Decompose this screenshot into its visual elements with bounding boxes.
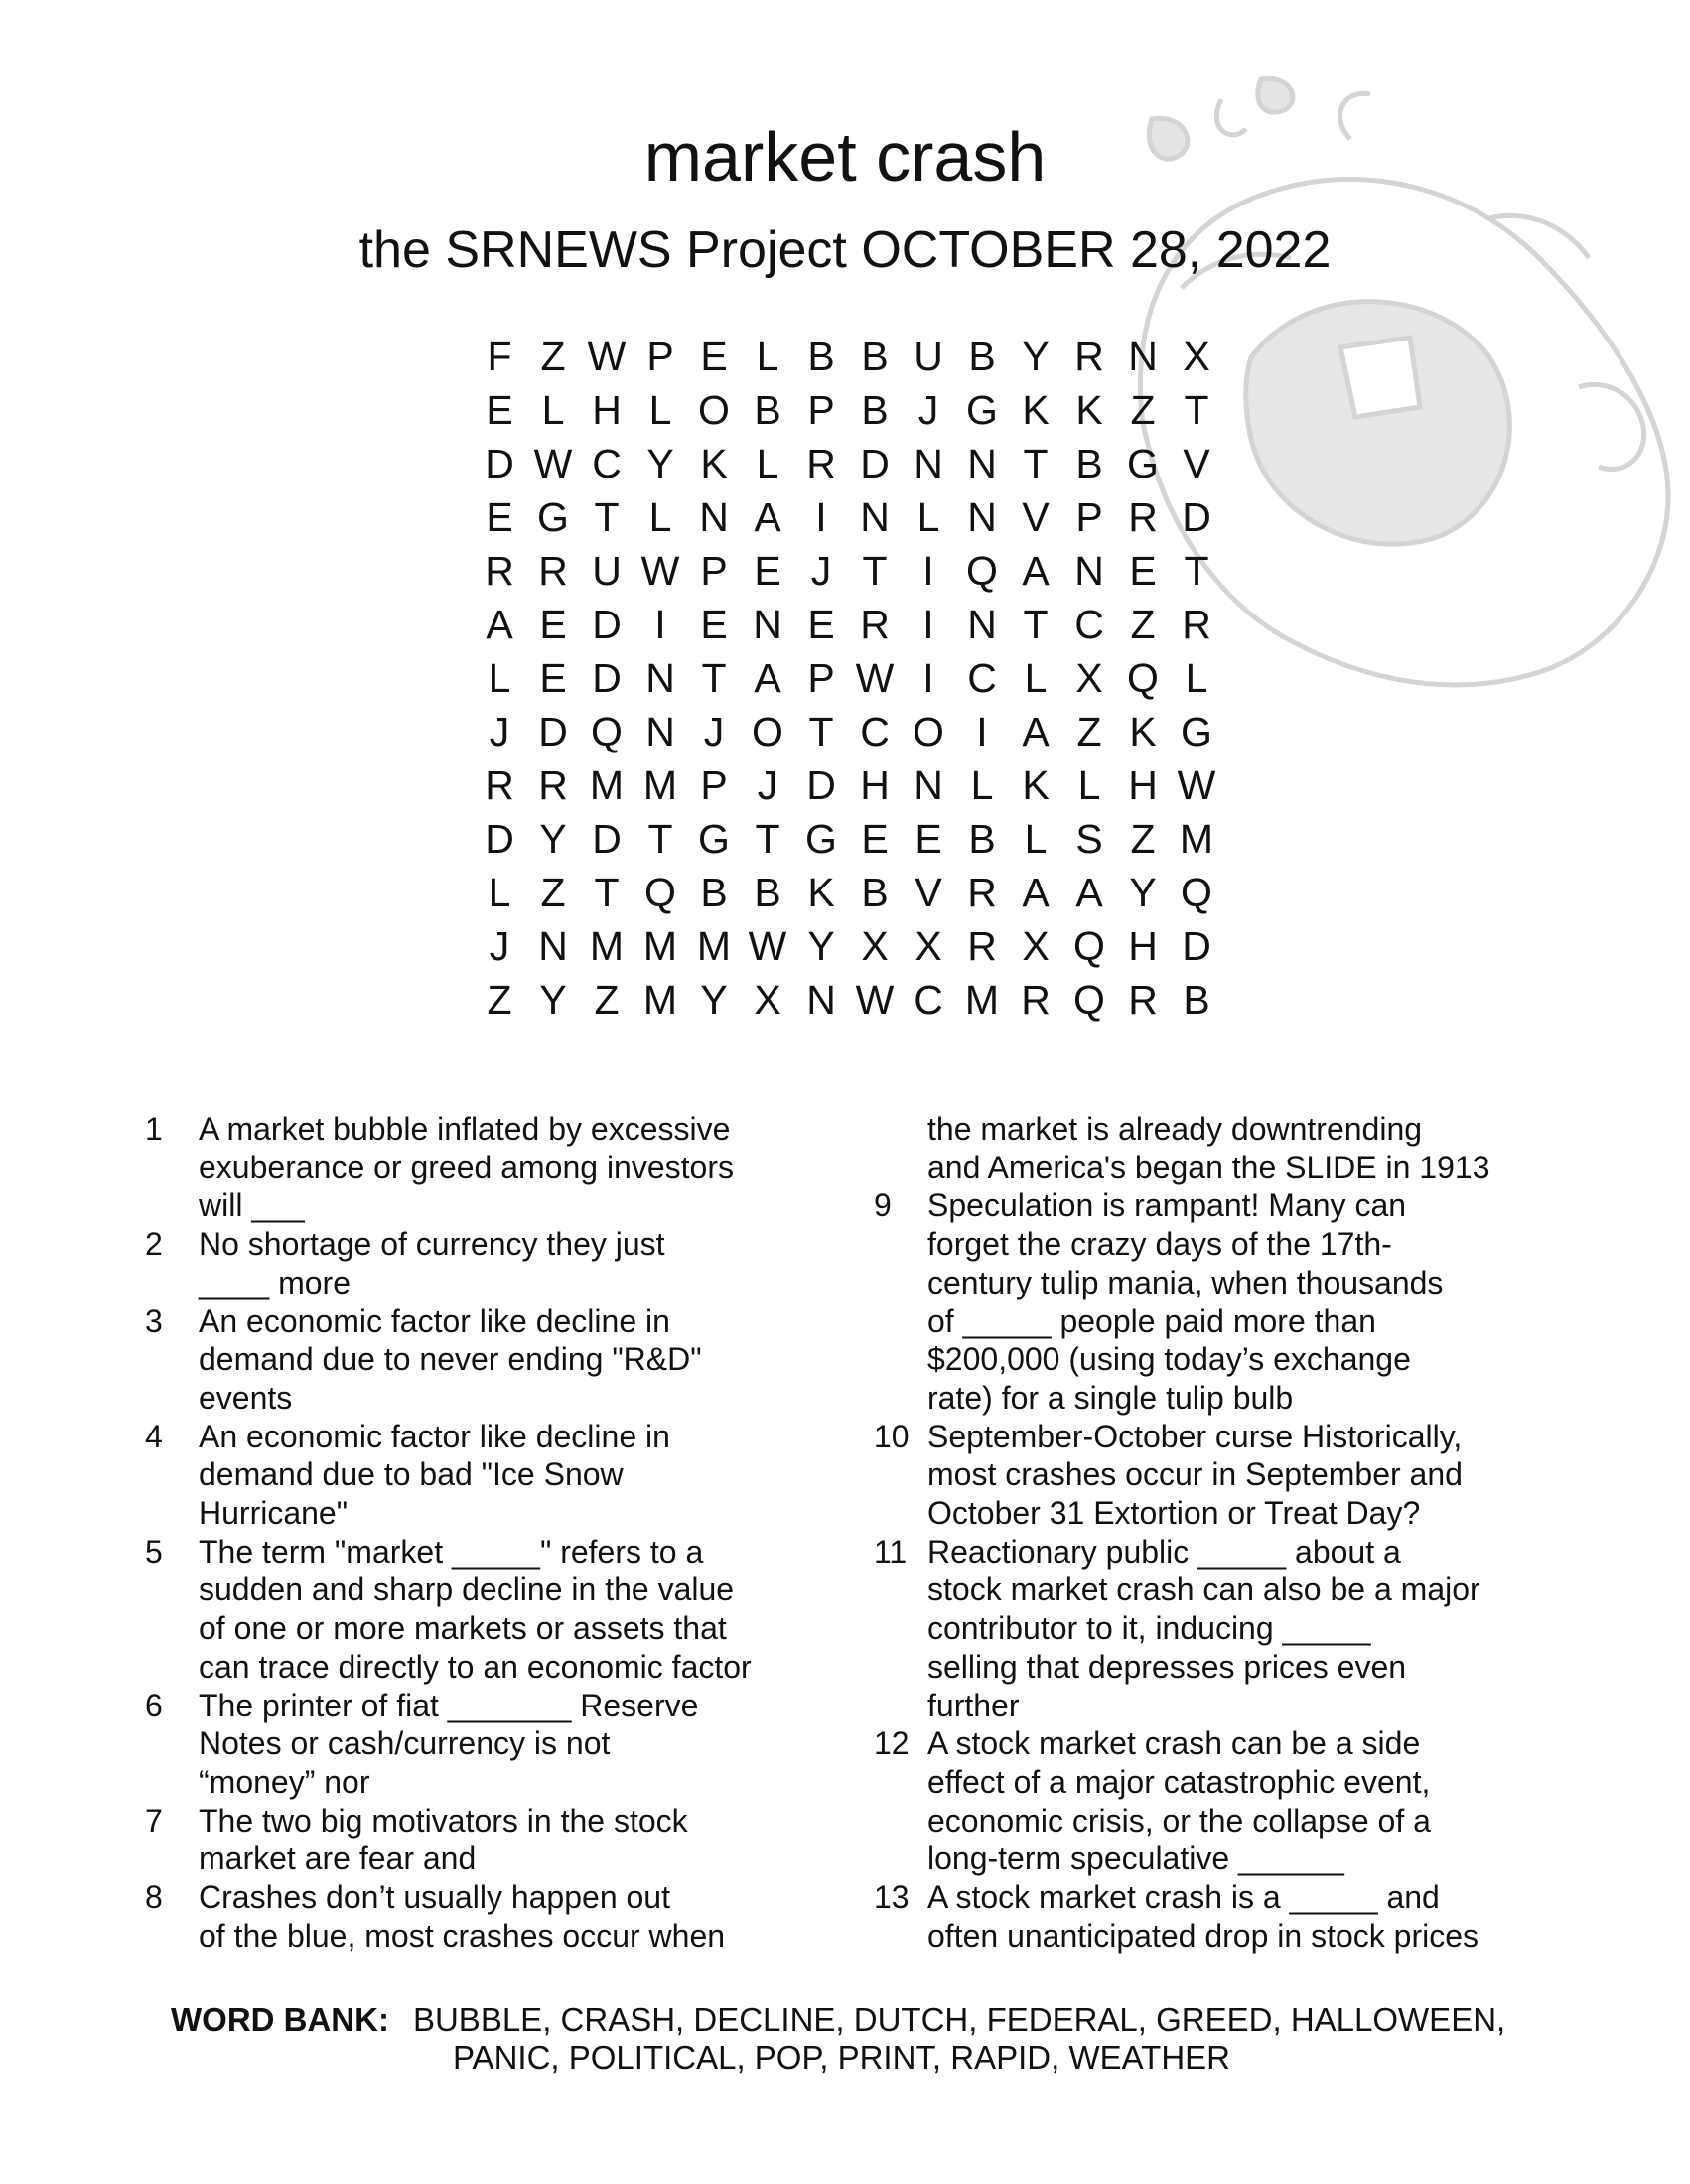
clue-number: 1 (145, 1111, 163, 1147)
grid-letter[interactable]: M (642, 923, 678, 969)
grid-letter[interactable]: N (645, 709, 675, 754)
grid-letter[interactable]: Z (540, 334, 566, 379)
grid-letter[interactable]: S (1075, 816, 1103, 862)
grid-row (473, 919, 1223, 973)
grid-letter[interactable]: B (807, 334, 835, 379)
clue-item (145, 1687, 780, 1802)
grid-letter[interactable]: R (967, 870, 997, 915)
grid-letter[interactable]: T (594, 494, 620, 540)
grid-letter[interactable]: W (855, 655, 895, 701)
grid-letter[interactable]: M (696, 923, 732, 969)
grid-letter[interactable]: O (913, 709, 944, 754)
clue-text: A stock market crash can be a side effect of a major catastrophic event, economic crisis, or the collapse of a long-term speculative ______ (927, 1725, 1431, 1877)
grid-letter[interactable]: N (806, 977, 836, 1023)
grid-letter[interactable]: L (1024, 816, 1048, 862)
grid-letter[interactable]: B (861, 387, 889, 433)
grid-row (473, 866, 1223, 919)
grid-letter[interactable]: P (700, 762, 728, 808)
clues-left-column (145, 1110, 780, 1955)
grid-letter[interactable]: N (860, 494, 890, 540)
grid-letter[interactable]: N (645, 655, 675, 701)
grid-letter[interactable]: D (806, 762, 836, 808)
grid-letter[interactable]: E (486, 387, 513, 433)
grid-letter[interactable]: D (485, 441, 514, 486)
grid-row (473, 812, 1223, 866)
grid-row (473, 651, 1223, 705)
clue-number: 6 (145, 1687, 163, 1723)
grid-row (473, 598, 1223, 651)
grid-letter[interactable]: R (967, 923, 997, 969)
grid-letter[interactable]: Y (807, 923, 835, 969)
grid-letter[interactable]: Z (1130, 387, 1156, 433)
grid-letter[interactable]: D (592, 602, 622, 647)
grid-letter[interactable]: M (1179, 816, 1214, 862)
grid-letter[interactable]: A (754, 494, 781, 540)
grid-letter[interactable]: T (1184, 387, 1209, 433)
clue-item (145, 1110, 780, 1225)
grid-row (473, 705, 1223, 758)
grid-letter[interactable]: Q (1181, 870, 1212, 915)
grid-letter[interactable]: P (1075, 494, 1103, 540)
grid-letter[interactable]: X (861, 923, 889, 969)
clue-item (874, 1418, 1509, 1533)
grid-letter[interactable]: B (968, 816, 996, 862)
clue-number: 10 (874, 1418, 910, 1454)
grid-letter[interactable]: B (754, 870, 781, 915)
grid-letter[interactable]: Q (1073, 977, 1105, 1023)
clue-item (145, 1302, 780, 1418)
grid-letter[interactable]: E (754, 548, 781, 594)
grid-letter[interactable]: L (1185, 655, 1208, 701)
grid-letter[interactable]: R (860, 602, 890, 647)
grid-letter[interactable]: I (654, 602, 666, 647)
grid-letter[interactable]: T (755, 816, 780, 862)
grid-letter[interactable]: N (967, 494, 997, 540)
grid-letter[interactable]: A (1022, 548, 1050, 594)
grid-letter[interactable]: E (1129, 548, 1157, 594)
grid-letter[interactable]: N (1128, 334, 1158, 379)
grid-letter[interactable]: B (861, 334, 889, 379)
grid-letter[interactable]: V (915, 870, 942, 915)
grid-letter[interactable]: M (589, 923, 625, 969)
grid-letter[interactable]: R (1128, 977, 1158, 1023)
clue-item (874, 1724, 1509, 1878)
grid-letter[interactable]: X (915, 923, 942, 969)
grid-letter[interactable]: Q (1073, 923, 1105, 969)
grid-letter[interactable]: P (700, 548, 728, 594)
clue-item (145, 1802, 780, 1878)
clue-item (145, 1418, 780, 1533)
grid-letter[interactable]: E (915, 816, 942, 862)
clue-text: September-October curse Historically, most crashes occur in September and October 31 Extortion or Treat Day? (927, 1418, 1463, 1532)
grid-letter[interactable]: Q (966, 548, 998, 594)
word-search-grid (473, 330, 1223, 1026)
grid-letter[interactable]: D (592, 655, 622, 701)
grid-letter[interactable]: K (1129, 709, 1157, 754)
clue-number: 4 (145, 1418, 163, 1454)
grid-letter[interactable]: T (862, 548, 888, 594)
grid-letter[interactable]: I (815, 494, 827, 540)
grid-letter[interactable]: Z (1130, 816, 1156, 862)
grid-letter[interactable]: E (807, 602, 835, 647)
grid-row (473, 490, 1223, 544)
clue-item (874, 1533, 1509, 1725)
grid-letter[interactable]: Y (646, 441, 674, 486)
grid-letter[interactable]: K (1075, 387, 1103, 433)
clue-text: A stock market crash is a _____ and often unanticipated drop in stock prices (927, 1879, 1479, 1954)
grid-letter[interactable]: R (806, 441, 836, 486)
grid-letter[interactable]: R (1182, 602, 1211, 647)
grid-letter[interactable]: J (757, 762, 778, 808)
grid-letter[interactable]: O (698, 387, 730, 433)
clue-text: An economic factor like decline in demand due to never ending "R&D" events (199, 1302, 702, 1416)
grid-letter[interactable]: A (1075, 870, 1103, 915)
grid-letter[interactable]: U (592, 548, 622, 594)
grid-letter[interactable]: Y (539, 977, 567, 1023)
word-bank-label: WORD BANK: (171, 2001, 389, 2038)
grid-letter[interactable]: J (810, 548, 832, 594)
grid-letter[interactable]: T (1184, 548, 1209, 594)
grid-letter[interactable]: R (1021, 977, 1051, 1023)
clue-item (874, 1878, 1509, 1955)
grid-letter[interactable]: T (1023, 602, 1049, 647)
grid-letter[interactable]: T (594, 870, 620, 915)
grid-letter[interactable]: Y (1129, 870, 1157, 915)
clue-text: Crashes don’t usually happen out of the blue, most crashes occur when (199, 1879, 726, 1954)
grid-letter[interactable]: L (648, 494, 672, 540)
grid-letter[interactable]: H (592, 387, 622, 433)
grid-letter[interactable]: D (860, 441, 890, 486)
grid-letter[interactable]: A (486, 602, 513, 647)
grid-letter[interactable]: C (592, 441, 622, 486)
clue-text: The two big motivators in the stock market are fear and (199, 1802, 688, 1877)
grid-row (473, 544, 1223, 598)
grid-letter[interactable]: J (917, 387, 939, 433)
grid-letter[interactable]: Q (1127, 655, 1159, 701)
clue-text: Reactionary public _____ about a stock market crash can also be a major contributor to it, inducing _____ selling that depresses prices even further (927, 1533, 1480, 1723)
grid-letter[interactable]: N (967, 441, 997, 486)
grid-letter[interactable]: Y (700, 977, 728, 1023)
grid-letter[interactable]: V (1022, 494, 1050, 540)
grid-letter[interactable]: C (860, 709, 890, 754)
grid-letter[interactable]: T (701, 655, 727, 701)
grid-letter[interactable]: A (1022, 870, 1050, 915)
grid-letter[interactable]: T (1023, 441, 1049, 486)
grid-letter[interactable]: Y (539, 816, 567, 862)
grid-letter[interactable]: C (914, 977, 943, 1023)
grid-letter[interactable]: D (592, 816, 622, 862)
grid-letter[interactable]: H (860, 762, 890, 808)
clue-text: The printer of fiat _______ Reserve Notes or cash/currency is not “money” nor (199, 1687, 699, 1800)
grid-letter[interactable]: J (489, 923, 510, 969)
grid-letter[interactable]: W (855, 977, 895, 1023)
page-title: market crash (643, 118, 1047, 196)
grid-letter[interactable]: X (754, 977, 781, 1023)
grid-letter[interactable]: I (922, 655, 934, 701)
grid-row (473, 973, 1223, 1026)
clue-text: A market bubble inflated by excessive exuberance or greed among investors will ___ (199, 1111, 734, 1224)
grid-letter[interactable]: G (1127, 441, 1159, 486)
clue-number: 5 (145, 1533, 163, 1570)
grid-letter[interactable]: M (642, 762, 678, 808)
clue-number: 13 (874, 1879, 910, 1916)
grid-letter[interactable]: E (539, 655, 567, 701)
grid-letter[interactable]: B (700, 870, 728, 915)
clue-number: 7 (145, 1802, 163, 1839)
word-bank (171, 2001, 1541, 2077)
grid-letter[interactable]: L (541, 387, 565, 433)
grid-letter[interactable]: L (488, 870, 511, 915)
grid-letter[interactable]: N (538, 923, 568, 969)
grid-letter[interactable]: R (538, 548, 568, 594)
grid-letter[interactable]: K (807, 870, 835, 915)
grid-row (473, 330, 1223, 383)
clue-number: 11 (874, 1533, 908, 1570)
grid-letter[interactable]: D (1182, 494, 1211, 540)
grid-letter[interactable]: E (539, 602, 567, 647)
grid-letter[interactable]: J (703, 709, 725, 754)
grid-letter[interactable]: W (587, 334, 627, 379)
grid-letter[interactable]: J (489, 709, 510, 754)
grid-letter[interactable]: Q (644, 870, 676, 915)
grid-letter[interactable]: Z (594, 977, 620, 1023)
grid-letter[interactable]: L (756, 334, 779, 379)
grid-letter[interactable]: B (1075, 441, 1103, 486)
clue-text: Speculation is rampant! Many can forget the crazy days of the 17th- century tulip mania, when thousands of _____ people paid more than $200,000 (using today’s exchange rate) for a single tulip bulb (927, 1187, 1444, 1416)
clue-number: 9 (874, 1187, 892, 1224)
grid-letter[interactable]: K (1022, 387, 1050, 433)
grid-letter[interactable]: Q (591, 709, 623, 754)
grid-letter[interactable]: I (922, 602, 934, 647)
clue-item (145, 1878, 780, 1955)
grid-letter[interactable]: W (640, 548, 680, 594)
grid-letter[interactable]: N (967, 602, 997, 647)
grid-letter[interactable]: L (970, 762, 994, 808)
grid-letter[interactable]: P (807, 387, 835, 433)
grid-row (473, 383, 1223, 437)
grid-letter[interactable]: B (754, 387, 781, 433)
grid-letter[interactable]: M (589, 762, 625, 808)
grid-letter[interactable]: D (485, 816, 514, 862)
grid-letter[interactable]: P (646, 334, 674, 379)
grid-letter[interactable]: O (752, 709, 783, 754)
grid-letter[interactable]: G (1181, 709, 1212, 754)
clue-text: The term "market _____" refers to a sudden and sharp decline in the value of one or more markets or assets that can trace directly to an economic factor (199, 1533, 752, 1685)
grid-letter[interactable]: Z (1130, 602, 1156, 647)
grid-letter[interactable]: W (533, 441, 573, 486)
grid-letter[interactable]: F (487, 334, 512, 379)
grid-row (473, 437, 1223, 490)
grid-letter[interactable]: N (914, 441, 943, 486)
grid-letter[interactable]: N (699, 494, 729, 540)
grid-letter[interactable]: E (700, 334, 728, 379)
grid-letter[interactable]: R (485, 762, 514, 808)
grid-letter[interactable]: K (1022, 762, 1050, 808)
grid-letter[interactable]: N (914, 762, 943, 808)
grid-letter[interactable]: X (1075, 655, 1103, 701)
grid-letter[interactable]: G (966, 387, 998, 433)
grid-letter[interactable]: H (1128, 762, 1158, 808)
grid-letter[interactable]: L (648, 387, 672, 433)
grid-row (473, 758, 1223, 812)
word-bank-line-1: BUBBLE, CRASH, DECLINE, DUTCH, FEDERAL, GREED, HALLOWEEN, (412, 2001, 1506, 2038)
clue-text: No shortage of currency they just ____ more (199, 1226, 665, 1300)
grid-letter[interactable]: L (916, 494, 940, 540)
grid-letter[interactable]: R (538, 762, 568, 808)
grid-letter[interactable]: N (753, 602, 782, 647)
grid-letter[interactable]: G (698, 816, 730, 862)
grid-letter[interactable]: L (756, 441, 779, 486)
clue-number: 8 (145, 1879, 163, 1916)
grid-letter[interactable]: X (1022, 923, 1050, 969)
grid-letter[interactable]: W (1177, 762, 1216, 808)
grid-letter[interactable]: D (538, 709, 568, 754)
grid-letter[interactable]: V (1183, 441, 1210, 486)
grid-letter[interactable]: Y (1022, 334, 1050, 379)
grid-letter[interactable]: R (485, 548, 514, 594)
grid-letter[interactable]: H (1128, 923, 1158, 969)
grid-letter[interactable]: W (748, 923, 787, 969)
clue-item (874, 1186, 1509, 1417)
grid-letter[interactable]: L (1077, 762, 1101, 808)
grid-letter[interactable]: A (754, 655, 781, 701)
grid-letter[interactable]: G (537, 494, 569, 540)
grid-letter[interactable]: U (914, 334, 943, 379)
grid-letter[interactable]: B (1183, 977, 1210, 1023)
grid-letter[interactable]: P (807, 655, 835, 701)
grid-letter[interactable]: M (964, 977, 1000, 1023)
grid-letter[interactable]: C (967, 655, 997, 701)
grid-letter[interactable]: X (1183, 334, 1210, 379)
grid-letter[interactable]: I (922, 548, 934, 594)
page-subtitle: the SRNEWS Project OCTOBER 28, 2022 (358, 221, 1332, 279)
clue-text: An economic factor like decline in demand due to bad "Ice Snow Hurricane" (199, 1418, 670, 1532)
clue-item (145, 1225, 780, 1301)
grid-letter[interactable]: Z (487, 977, 512, 1023)
grid-letter[interactable]: K (700, 441, 728, 486)
grid-letter[interactable]: D (1182, 923, 1211, 969)
grid-letter[interactable]: N (1074, 548, 1104, 594)
grid-letter[interactable]: B (968, 334, 996, 379)
grid-letter[interactable]: B (861, 870, 889, 915)
clue-8-continuation: the market is already downtrending and America's began the SLIDE in 1913 (927, 1111, 1490, 1185)
clue-item (145, 1533, 780, 1687)
clue-number: 3 (145, 1302, 163, 1339)
clue-number: 2 (145, 1226, 163, 1263)
grid-letter[interactable]: E (861, 816, 889, 862)
grid-letter[interactable]: L (1024, 655, 1048, 701)
grid-letter[interactable]: T (647, 816, 673, 862)
clues-right-column (874, 1110, 1509, 1955)
grid-letter[interactable]: T (808, 709, 834, 754)
grid-letter[interactable]: Z (1076, 709, 1102, 754)
grid-letter[interactable]: Z (540, 870, 566, 915)
grid-letter[interactable]: C (1074, 602, 1104, 647)
grid-letter[interactable]: A (1022, 709, 1050, 754)
grid-letter[interactable]: L (488, 655, 511, 701)
grid-letter[interactable]: R (1074, 334, 1104, 379)
clue-number: 12 (874, 1725, 910, 1762)
grid-letter[interactable]: I (976, 709, 988, 754)
word-bank-line-2: PANIC, POLITICAL, POP, PRINT, RAPID, WEATHER (453, 2039, 1230, 2076)
grid-letter[interactable]: G (805, 816, 837, 862)
grid-letter[interactable]: M (642, 977, 678, 1023)
grid-letter[interactable]: R (1128, 494, 1158, 540)
grid-letter[interactable]: E (486, 494, 513, 540)
grid-letter[interactable]: E (700, 602, 728, 647)
